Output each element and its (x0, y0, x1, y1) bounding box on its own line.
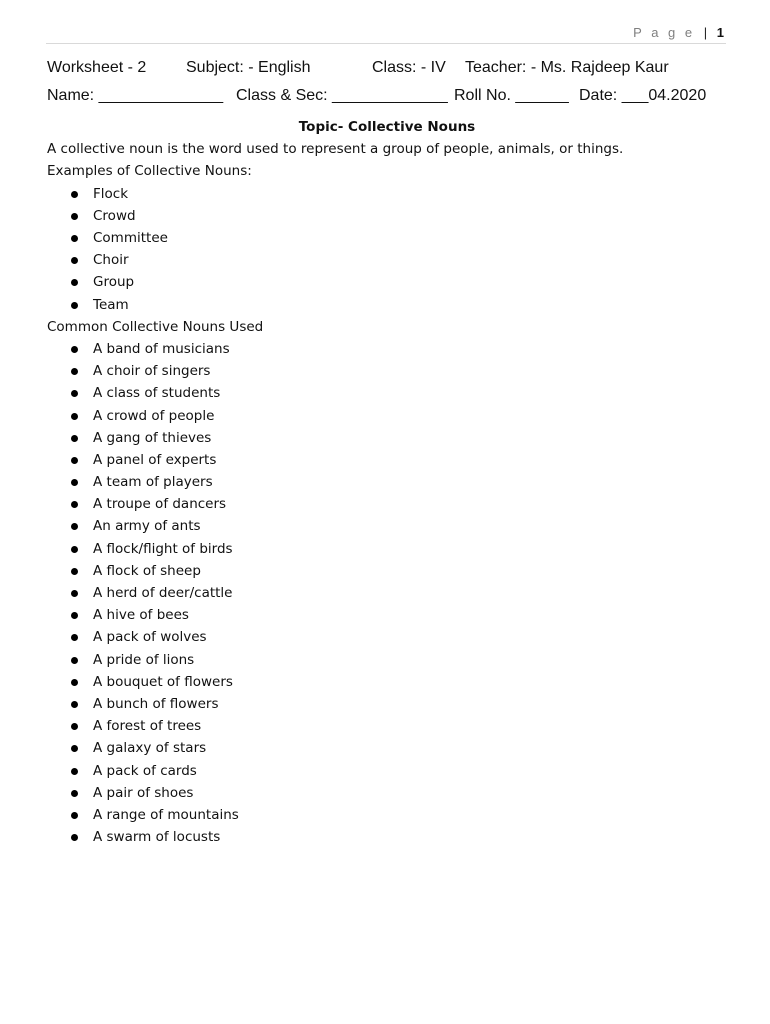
list-item (47, 582, 727, 604)
list-item-label: A flock of sheep (93, 562, 201, 579)
roll-no-field: Roll No. ______ (454, 87, 569, 104)
bullet-icon (71, 768, 78, 775)
list-item-label: A range of mountains (93, 806, 239, 823)
bullet-icon (71, 634, 78, 641)
list-item-label: A troupe of dancers (93, 496, 227, 513)
class-sec-field: Class & Sec: _____________ (236, 87, 448, 104)
list-item (47, 826, 727, 848)
list-item-label: An army of ants (93, 518, 201, 535)
page-label: P a g e (633, 25, 696, 40)
list-item-label: Committee (93, 229, 168, 246)
bullet-icon (71, 657, 78, 664)
list-item-label: A swarm of locusts (93, 829, 221, 846)
bullet-icon (71, 479, 78, 486)
bullet-icon (71, 523, 78, 530)
bullet-icon (71, 435, 78, 442)
bullet-icon (71, 723, 78, 730)
bullet-icon (71, 590, 78, 597)
list-item (47, 205, 727, 227)
list-item (47, 183, 727, 205)
list-item-label: Group (93, 274, 135, 291)
page-number: 1 (716, 25, 724, 40)
list-item (47, 693, 727, 715)
list-item-label: A class of students (93, 385, 221, 402)
list-item-label: Choir (93, 252, 129, 269)
common-nouns-list (47, 338, 727, 848)
list-item (47, 737, 727, 759)
date-field: Date: ___04.2020 (579, 87, 707, 104)
list-item (47, 715, 727, 737)
list-item (47, 604, 727, 626)
list-item-label: A herd of deer/cattle (93, 585, 233, 601)
list-item (47, 249, 727, 271)
list-item (47, 382, 727, 404)
list-item (47, 804, 727, 826)
bullet-icon (71, 812, 78, 819)
student-name-field: Name: ______________ (47, 87, 224, 104)
definition-text: A collective noun is the word used to represent a group of people, animals, or things. (47, 141, 624, 158)
list-item (47, 271, 727, 293)
list-item-label: A pair of shoes (93, 784, 194, 801)
bullet-icon (71, 413, 78, 420)
examples-heading: Examples of Collective Nouns: (47, 163, 252, 180)
bullet-icon (71, 834, 78, 841)
list-item-label: A hive of bees (93, 607, 189, 624)
bullet-icon (71, 568, 78, 575)
bullet-icon (71, 279, 78, 286)
bullet-icon (71, 191, 78, 198)
bullet-icon (71, 612, 78, 619)
bullet-icon (71, 213, 78, 220)
list-item-label: A bouquet of flowers (93, 673, 233, 690)
list-item-label: A galaxy of stars (93, 740, 207, 757)
header-divider (46, 43, 726, 44)
list-item (47, 471, 727, 493)
worksheet-title: Worksheet - 2 (47, 59, 147, 76)
list-item-label: A pride of lions (93, 651, 195, 668)
bullet-icon (71, 679, 78, 686)
bullet-icon (71, 745, 78, 752)
bullet-icon (71, 501, 78, 508)
list-item (47, 538, 727, 560)
bullet-icon (71, 390, 78, 397)
list-item (47, 449, 727, 471)
common-heading: Common Collective Nouns Used (47, 318, 264, 335)
list-item-label: A choir of singers (93, 363, 211, 380)
list-item (47, 405, 727, 427)
bullet-icon (71, 302, 78, 309)
list-item-label: A band of musicians (93, 340, 230, 357)
bullet-icon (71, 457, 78, 464)
list-item-label: Flock (93, 185, 129, 202)
worksheet-subject: Subject: - English (186, 59, 311, 76)
list-item-label: A pack of wolves (93, 629, 207, 646)
topic-heading: Topic- Collective Nouns (298, 119, 476, 135)
bullet-icon (71, 346, 78, 353)
bullet-icon (71, 368, 78, 375)
page-number-header (633, 25, 724, 40)
worksheet-teacher: Teacher: - Ms. Rajdeep Kaur (465, 59, 669, 76)
bullet-icon (71, 701, 78, 708)
bullet-icon (71, 546, 78, 553)
worksheet-content (47, 116, 727, 848)
bullet-icon (71, 257, 78, 264)
list-item (47, 338, 727, 360)
bullet-icon (71, 790, 78, 797)
list-item (47, 560, 727, 582)
bullet-icon (71, 235, 78, 242)
list-item (47, 493, 727, 515)
page-separator: | (703, 25, 708, 40)
list-item-label: A flock/flight of birds (93, 540, 233, 557)
list-item (47, 227, 727, 249)
list-item-label: A gang of thieves (93, 429, 212, 446)
list-item (47, 515, 727, 537)
list-item (47, 626, 727, 648)
list-item-label: Team (93, 296, 129, 313)
list-item-label: A crowd of people (93, 407, 215, 424)
list-item (47, 671, 727, 693)
list-item (47, 427, 727, 449)
examples-list (47, 183, 727, 316)
list-item-label: A bunch of flowers (93, 695, 219, 712)
list-item-label: Crowd (93, 207, 136, 224)
list-item (47, 782, 727, 804)
list-item-label: A team of players (93, 474, 213, 491)
list-item (47, 294, 727, 316)
list-item (47, 760, 727, 782)
list-item-label: A panel of experts (93, 451, 217, 468)
list-item-label: A forest of trees (93, 718, 202, 735)
list-item-label: A pack of cards (93, 762, 197, 779)
list-item (47, 360, 727, 382)
worksheet-class: Class: - IV (372, 59, 446, 76)
list-item (47, 649, 727, 671)
